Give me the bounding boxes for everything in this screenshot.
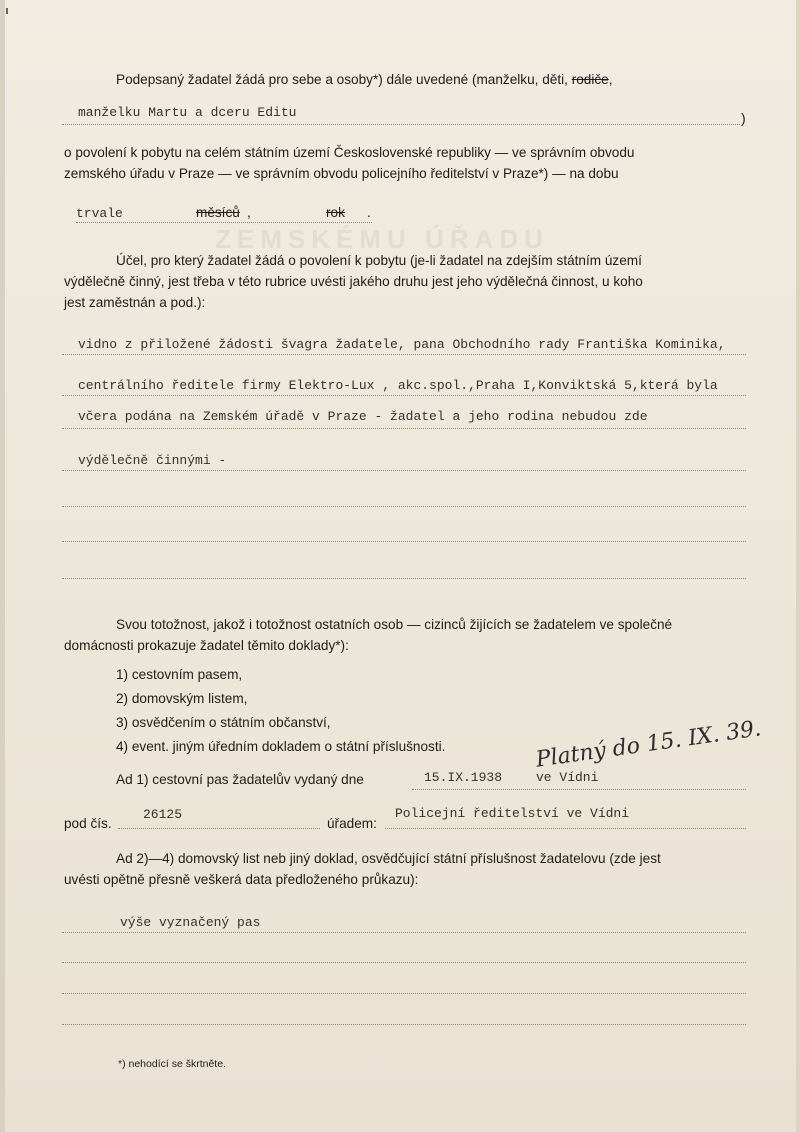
page-edge-left: [0, 0, 5, 1132]
intro-text: Podepsaný žadatel žádá pro sebe a osoby*) dále uvedené (manželku, děti,: [116, 72, 568, 87]
passport-number: 26125: [143, 807, 183, 822]
other-doc-typed: výše vyznačený pas: [120, 915, 261, 930]
permit-line-2: zemského úřadu v Praze — ve správním obvodu policejního ředitelství v Praze*) — na dobu: [64, 166, 619, 181]
identity-line-2: domácnosti prokazuje žadatel těmito doklady*):: [64, 638, 349, 653]
purpose-typed-3: včera podána na Zemském úřadě v Praze - žadatel a jeho rodina nebudou zde: [78, 409, 648, 424]
other-doc-dotted-1: [62, 932, 746, 933]
purpose-typed-2: centrálního ředitele firmy Elektro-Lux , akc.spol.,Praha I,Konviktská 5,která byla: [78, 378, 718, 393]
other-doc-dotted-3: [62, 993, 746, 994]
other-doc-dotted-4: [62, 1024, 746, 1025]
stamp-ghost: ZEMSKÉMU ÚŘADU: [215, 224, 549, 254]
purpose-line-3: jest zaměstnán a pod.):: [64, 295, 206, 310]
purpose-typed-4: výdělečně činnými -: [78, 453, 227, 468]
purpose-line-1: Účel, pro který žadatel žádá o povolení k pobytu (je-li žadatel na zdejším státním území: [116, 253, 642, 268]
passport-no-label: pod čís.: [64, 816, 112, 831]
struck-parents: rodiče: [571, 72, 609, 87]
purpose-dotted-7: [62, 578, 746, 579]
purpose-dotted-4: [62, 470, 746, 471]
passport-date: 15.IX.1938: [424, 770, 503, 785]
footnote: *) nehodící se škrtněte.: [118, 1058, 226, 1070]
identity-option-passport: 1) cestovním pasem,: [116, 667, 243, 682]
passport-number-dotted: [118, 828, 320, 829]
other-doc-dotted-2: [62, 962, 746, 963]
passport-place: ve Vídni: [536, 770, 599, 785]
identity-line-1: Svou totožnost, jakož i totožnost ostatních osob — cizinců žijících se žadatelem ve společné: [116, 617, 673, 632]
handwritten-validity-note: Platný do 15. IX. 39.: [534, 716, 763, 773]
identity-option-other: 4) event. jiným úředním dokladem o státní příslušnosti.: [116, 739, 446, 754]
passport-label: Ad 1) cestovní pas žadatelův vydaný dne: [116, 772, 364, 787]
page-edge-right: [796, 0, 800, 1132]
passport-office: Policejní ředitelství ve Vídni: [395, 806, 630, 821]
permit-line-1: o povolení k pobytu na celém státním území Československé republiky — ve správním obvodu: [64, 145, 635, 160]
purpose-dotted-2: [62, 395, 746, 396]
intro-trail: ,: [608, 72, 613, 87]
closing-paren: ): [741, 110, 746, 126]
duration-end: .: [367, 205, 371, 220]
purpose-line-2: výdělečně činný, jest třeba v této rubrice uvésti jakého druhu jest jeho výdělečná činnost, u koho: [64, 274, 643, 289]
purpose-dotted-5: [62, 506, 746, 507]
purpose-dotted-6: [62, 541, 746, 542]
other-doc-line-1: Ad 2)—4) domovský list neb jiný doklad, osvědčující státní příslušnost žadatelovu (zde jest: [116, 851, 661, 866]
identity-option-citizenship: 3) osvědčením o státním občanství,: [116, 715, 331, 730]
other-doc-line-2: uvésti opětně přesně veškerá data předloženého průkazu):: [64, 872, 419, 887]
duration-typed: trvale: [76, 206, 123, 221]
persons-dotted-line: [62, 124, 740, 125]
identity-option-domicile: 2) domovským listem,: [116, 691, 248, 706]
duration-dotted-line: [76, 222, 372, 223]
duration-months-struck: měsíců: [196, 205, 240, 220]
purpose-typed-1: vidno z přiložené žádosti švagra žadatele, pana Obchodního rady Františka Kominika,: [78, 337, 726, 352]
purpose-dotted-1: [62, 354, 746, 355]
passport-dotted-1: [412, 789, 746, 790]
passport-office-dotted: [385, 828, 746, 829]
intro-line: [116, 71, 613, 89]
corner-mark: [6, 8, 8, 14]
duration-months-comma: ,: [247, 205, 251, 220]
persons-value: manželku Martu a dceru Editu: [78, 105, 297, 120]
passport-office-label: úřadem:: [327, 816, 377, 831]
purpose-dotted-3: [62, 428, 746, 429]
duration-years-struck: rok: [326, 205, 345, 220]
